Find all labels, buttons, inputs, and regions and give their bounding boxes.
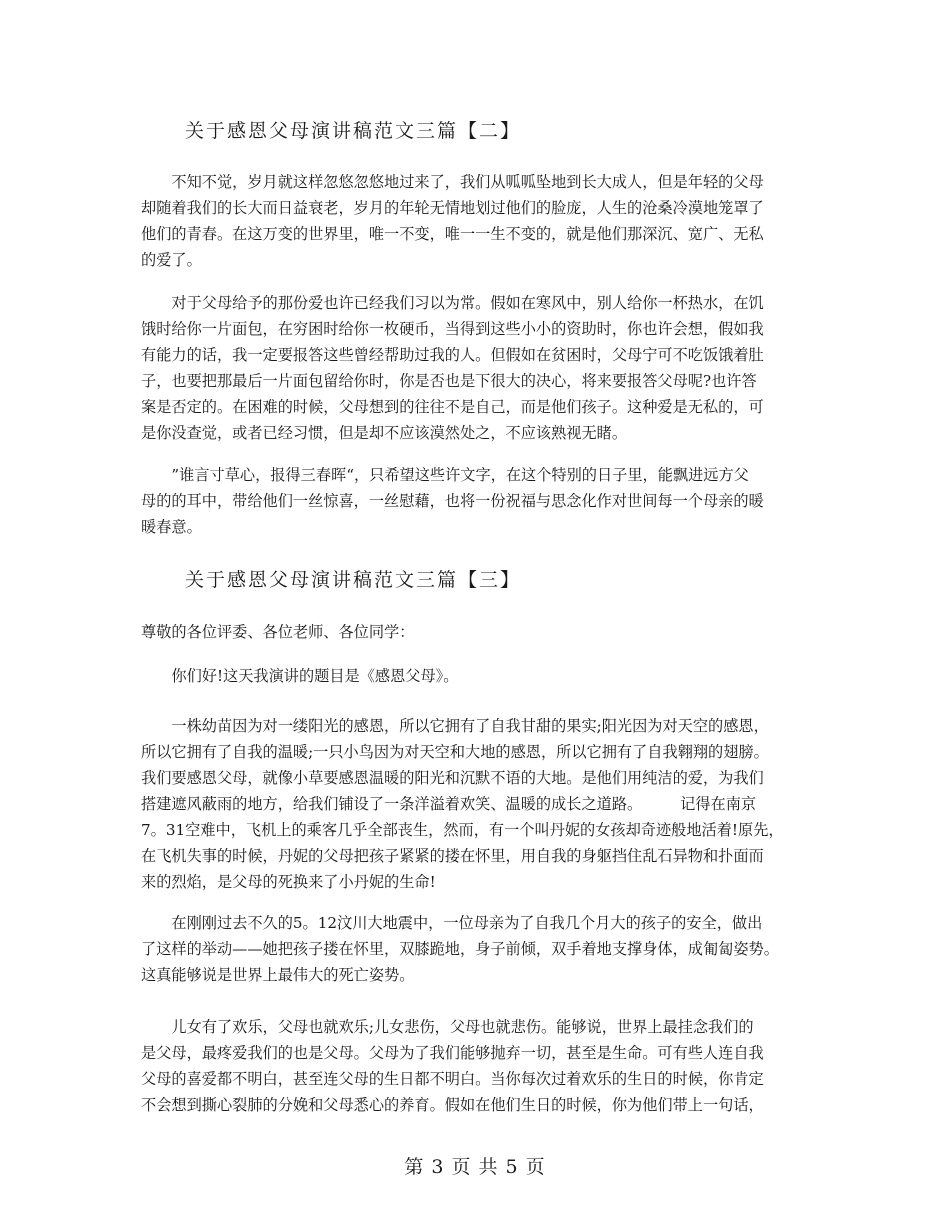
text-line: 是你没查觉，或者已经习惯，但是却不应该漠然处之，不应该熟视无睹。 — [141, 424, 627, 442]
text-line: 对于父母给予的那份爱也许已经我们习以为常。假如在寒风中，别人给你一杯热水，在饥 — [141, 294, 764, 312]
text-line: 你们好!这天我演讲的题目是《感恩父母》。 — [141, 667, 459, 685]
paragraph — [141, 462, 809, 540]
text-line: 有能力的话，我一定要报答这些曾经帮助过我的人。但假如在贫困时，父母宁可不吃饭饿着肚 — [141, 346, 764, 364]
paragraph — [141, 290, 809, 446]
text-line: 他们的青春。在这万变的世界里，唯一不变，唯一一生不变的，就是他们那深沉、宽广、无私 — [141, 225, 764, 243]
paragraph — [141, 169, 809, 273]
text-line: 却随着我们的长大而日益衰老，岁月的年轮无情地划过他们的脸庞，人生的沧桑冷漠地笼罩了 — [141, 199, 764, 217]
text-line: 尊敬的各位评委、各位老师、各位同学： — [141, 623, 415, 641]
text-line: ”谁言寸草心，报得三春晖“，只希望这些许文字，在这个特别的日子里，能飘进远方父 — [141, 466, 749, 484]
paragraph — [141, 1014, 809, 1118]
text-line: 我们要感恩父母，就像小草要感恩温暖的阳光和沉默不语的大地。是他们用纯洁的爱，为我们 — [141, 769, 764, 787]
text-line: 父母的喜爱都不明白，甚至连父母的生日都不明白。当你每次过着欢乐的生日的时候，你肯定 — [141, 1070, 764, 1088]
text-line: 不会想到撕心裂肺的分娩和父母悉心的养育。假如在他们生日的时候，你为他们带上一句话， — [141, 1096, 764, 1114]
text-line: 子，也要把那最后一片面包留给你时，你是否也是下很大的决心，将来要报答父母呢?也许答 — [141, 372, 757, 390]
paragraph — [141, 663, 809, 689]
paragraph — [141, 713, 809, 895]
text-line: 母的的耳中，带给他们一丝惊喜，一丝慰藉，也将一份祝福与思念化作对世间每一个母亲的暖 — [141, 492, 764, 510]
text-line: 一株幼苗因为对一缕阳光的感恩，所以它拥有了自我甘甜的果实;阳光因为对天空的感恩， — [141, 717, 769, 735]
text-line: 这真能够说是世界上最伟大的死亡姿势。 — [141, 966, 415, 984]
text-line: 不知不觉，岁月就这样忽悠忽悠地过来了，我们从呱呱坠地到长大成人，但是年轻的父母 — [141, 173, 764, 191]
text-line: 儿女有了欢乐，父母也就欢乐;儿女悲伤，父母也就悲伤。能够说，世界上最挂念我们的 — [141, 1018, 754, 1036]
text-line: 所以它拥有了自我的温暖;一只小鸟因为对天空和大地的感恩，所以它拥有了自我翱翔的翅膀。 — [141, 743, 769, 761]
paragraph — [141, 910, 809, 988]
text-line: 在飞机失事的时候，丹妮的父母把孩子紧紧的搂在怀里，用自我的身躯挡住乱石异物和扑面而 — [141, 847, 764, 865]
page-number-footer: 第 3 页 共 5 页 — [404, 1156, 546, 1178]
text-line: 饿时给你一片面包，在穷困时给你一枚硬币，当得到这些小小的资助时，你也许会想，假如我 — [141, 320, 764, 338]
paragraph — [141, 619, 809, 645]
text-line: 来的烈焰，是父母的死换来了小丹妮的生命! — [141, 873, 436, 891]
text-line: 在刚刚过去不久的5。12汶川大地震中，一位母亲为了自我几个月大的孩子的安全，做出 — [141, 914, 763, 932]
text-line: 是父母，最疼爱我们的也是父母。父母为了我们能够抛弃一切，甚至是生命。可有些人连自我 — [141, 1044, 764, 1062]
text-line: 案是否定的。在困难的时候，父母想到的往往不是自己，而是他们孩子。这种爱是无私的，可 — [141, 398, 764, 416]
section-heading: 关于感恩父母演讲稿范文三篇【二】 — [185, 120, 522, 142]
text-line: 了这样的举动——她把孩子搂在怀里，双膝跪地，身子前倾，双手着地支撑身体，成匍匐姿势。 — [141, 940, 779, 958]
text-line: 暖春意。 — [141, 518, 202, 536]
text-line: 7。31空难中，飞机上的乘客几乎全部丧生，然而，有一个叫丹妮的女孩却奇迹般地活着!原先， — [141, 821, 784, 839]
text-line: 的爱了。 — [141, 251, 202, 269]
section-heading: 关于感恩父母演讲稿范文三篇【三】 — [185, 569, 522, 591]
text-line: 搭建遮风蔽雨的地方，给我们铺设了一条洋溢着欢笑、温暖的成长之道路。 记得在南京 — [141, 795, 757, 813]
